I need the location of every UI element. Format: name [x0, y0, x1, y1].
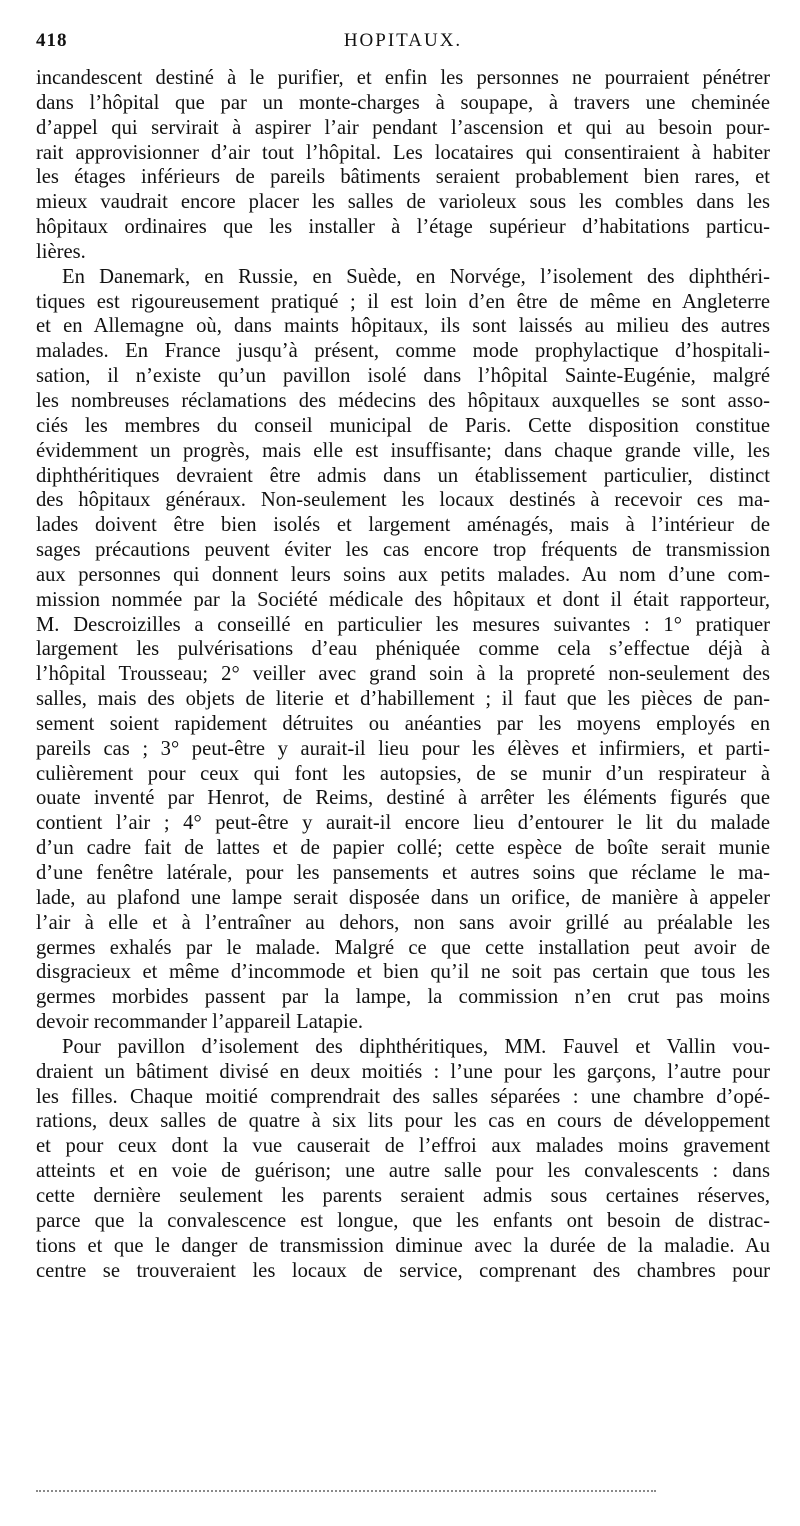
text-line: lades doivent être bien isolés et largement aménagés, mais à l’intérieur de	[36, 514, 770, 537]
text-line: M. Descroizilles a conseillé en particulier les mesures suivantes : 1° pratiquer	[36, 613, 770, 636]
text-line: largement les pulvérisations d’eau phéniquée comme cela s’effectue déjà à	[36, 638, 770, 661]
text-line: centre se trouveraient les locaux de service, comprenant des chambres pour	[36, 1259, 770, 1282]
text-line: lières.	[36, 240, 86, 263]
running-title: HOPITAUX.	[343, 30, 463, 51]
text-line: ciés les membres du conseil municipal de Paris. Cette disposition constitue	[36, 414, 770, 437]
text-line: parce que la convalescence est longue, que les enfants ont besoin de distrac-	[36, 1209, 770, 1232]
text-line: tions et que le danger de transmission diminue avec la durée de la maladie. Au	[36, 1234, 770, 1257]
text-line: les nombreuses réclamations des médecins des hôpitaux auxquelles se sont asso-	[36, 389, 770, 412]
running-head	[36, 26, 770, 66]
text-line: d’une fenêtre latérale, pour les pansements et autres soins que réclame le ma-	[36, 862, 770, 884]
footer-dotted-rule	[36, 1490, 656, 1492]
text-line: sation, il n’existe qu’un pavillon isolé dans l’hôpital Sainte-Eugénie, malgré	[36, 365, 770, 388]
body-text	[36, 66, 770, 1283]
text-line: les filles. Chaque moitié comprendrait des salles séparées : une chambre d’opé-	[36, 1085, 770, 1108]
text-line: les étages inférieurs de pareils bâtiments seraient probablement bien rares, et	[36, 166, 770, 189]
text-line: mieux vaudrait encore placer les salles de varioleux sous les combles dans les	[36, 191, 770, 214]
text-line: tiques est rigoureusement pratiqué ; il est loin d’en être de même en Angleterre	[36, 290, 770, 313]
text-line: mission nommée par la Société médicale des hôpitaux et dont il était rapporteur,	[36, 588, 770, 611]
text-line: cette dernière seulement les parents seraient admis sous certaines réserves,	[36, 1184, 770, 1207]
text-line: rait approvisionner d’air tout l’hôpital. Les locataires qui consentiraient à habiter	[36, 141, 770, 164]
paragraph-start-line: Pour pavillon d’isolement des diphthéritiques, MM. Fauvel et Vallin vou-	[62, 1035, 770, 1058]
text-line: l’air à elle et à l’entraîner au dehors, non sans avoir grillé au préalable les	[36, 911, 770, 934]
text-line: dans l’hôpital que par un monte-charges à soupape, à travers une cheminée	[36, 91, 770, 114]
text-line: lade, au plafond une lampe serait disposée dans un orifice, de manière à appeler	[36, 886, 770, 909]
page-number: 418	[36, 30, 68, 51]
text-line: ouate inventé par Henrot, de Reims, destiné à arrêter les éléments figurés que	[36, 787, 770, 810]
text-line: draient un bâtiment divisé en deux moitiés : l’une pour les garçons, l’autre pour	[36, 1060, 770, 1083]
text-line: incandescent destiné à le purifier, et enfin les personnes ne pourraient pénétrer	[36, 67, 770, 89]
text-line: et en Allemagne où, dans maints hôpitaux, ils sont laissés au milieu des autres	[36, 315, 770, 338]
text-line: salles, mais des objets de literie et d’habillement ; il faut que les pièces de pan-	[36, 688, 770, 711]
text-line: atteints et en voie de guérison; une autre salle pour les convalescents : dans	[36, 1160, 770, 1183]
text-line: contient l’air ; 4° peut-être y aurait-il encore lieu d’entourer le lit du malade	[36, 812, 770, 835]
text-line: d’appel qui servirait à aspirer l’air pendant l’ascension et qui au besoin pour-	[36, 116, 770, 139]
text-line: hôpitaux ordinaires que les installer à l’étage supérieur d’habitations particu-	[36, 216, 770, 239]
text-line: sement soient rapidement détruites ou anéanties par les moyens employés en	[36, 712, 770, 735]
text-line: des hôpitaux généraux. Non-seulement les locaux destinés à recevoir ces ma-	[36, 489, 770, 512]
text-line: rations, deux salles de quatre à six lits pour les cas en cours de développement	[36, 1110, 770, 1133]
text-line: diphthéritiques devraient être admis dans un établissement particulier, distinct	[36, 464, 770, 487]
text-line: malades. En France jusqu’à présent, comme mode prophylactique d’hospitali-	[36, 340, 770, 363]
text-line: germes exhalés par le malade. Malgré ce que cette installation peut avoir de	[36, 936, 770, 959]
text-line: pareils cas ; 3° peut-être y aurait-il lieu pour les élèves et infirmiers, et parti-	[36, 737, 770, 760]
text-line: sages précautions peuvent éviter les cas encore trop fréquents de transmission	[36, 539, 770, 562]
text-line: évidemment un progrès, mais elle est insuffisante; dans chaque grande ville, les	[36, 439, 770, 462]
text-line: aux personnes qui donnent leurs soins aux petits malades. Au nom d’une com-	[36, 563, 770, 586]
paragraph-start-line: En Danemark, en Russie, en Suède, en Norvége, l’isolement des diphthéri-	[62, 265, 770, 288]
text-line: culièrement pour ceux qui font les autopsies, de se munir d’un respirateur à	[36, 762, 770, 785]
text-line: germes morbides passent par la lampe, la commission n’en crut pas moins	[36, 986, 770, 1009]
text-line: l’hôpital Trousseau; 2° veiller avec grand soin à la propreté non-seulement des	[36, 663, 770, 686]
text-line: et pour ceux dont la vue causerait de l’effroi aux malades moins gravement	[36, 1135, 770, 1158]
page	[36, 26, 770, 1283]
text-line: disgracieux et même d’incommode et bien qu’il ne soit pas certain que tous les	[36, 961, 770, 984]
text-line: d’un cadre fait de lattes et de papier collé; cette espèce de boîte serait munie	[36, 837, 770, 860]
text-line: devoir recommander l’appareil Latapie.	[36, 1011, 364, 1034]
